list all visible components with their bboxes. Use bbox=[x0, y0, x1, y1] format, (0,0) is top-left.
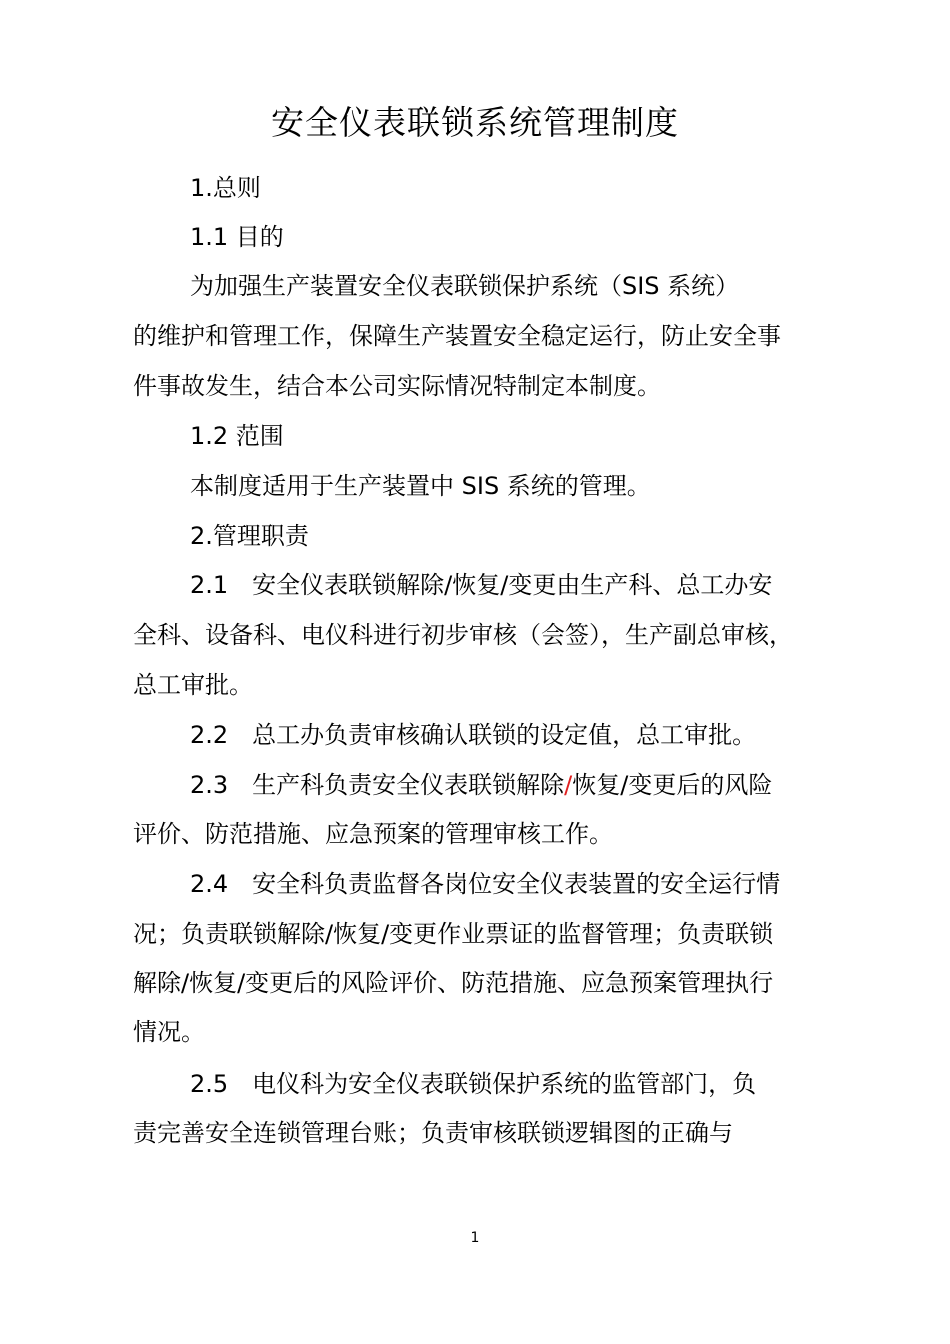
section-2-2-text: 总工办负责审核确认联锁的设定值，总工审批。 bbox=[252, 721, 757, 749]
section-2-3-text-a: 生产科负责安全仪表联锁解除 bbox=[252, 771, 565, 799]
section-1-2-body: 本制度适用于生产装置中 SIS 系统的管理。 bbox=[190, 472, 651, 500]
section-2-1-number: 2.1 bbox=[190, 571, 229, 599]
section-2-5-text: 电仪科为安全仪表联锁保护系统的监管部门，负 bbox=[252, 1070, 757, 1098]
document-title: 安全仪表联锁系统管理制度 bbox=[271, 103, 679, 142]
section-2-4-text: 安全科负责监督各岗位安全仪表装置的安全运行情 bbox=[252, 870, 781, 898]
section-2-4-line-1 bbox=[190, 866, 780, 902]
section-2-4-line-2: 况；负责联锁解除/恢复/变更作业票证的监督管理；负责联锁 bbox=[133, 920, 774, 948]
section-2-4-line-3: 解除/恢复/变更后的风险评价、防范措施、应急预案管理执行 bbox=[133, 969, 774, 997]
section-2-3-line-2: 评价、防范措施、应急预案的管理审核工作。 bbox=[133, 820, 613, 848]
section-2-4-line-4: 情况。 bbox=[133, 1018, 205, 1046]
section-1-heading: 1.总则 bbox=[190, 174, 261, 202]
section-1-1-body-line-3: 件事故发生，结合本公司实际情况特制定本制度。 bbox=[133, 372, 661, 400]
section-1-1-heading: 1.1 目的 bbox=[190, 223, 284, 251]
section-1-1-body-line-2: 的维护和管理工作，保障生产装置安全稳定运行，防止安全事 bbox=[133, 322, 781, 350]
section-2-3-red-slash: / bbox=[564, 771, 573, 799]
section-1-2-heading: 1.2 范围 bbox=[190, 422, 284, 450]
section-2-5-line-2: 责完善安全连锁管理台账；负责审核联锁逻辑图的正确与 bbox=[133, 1119, 733, 1147]
section-1-1-body-line-1: 为加强生产装置安全仪表联锁保护系统（SIS 系统） bbox=[190, 272, 740, 300]
section-2-1-line-3: 总工审批。 bbox=[133, 671, 253, 699]
section-2-2-number: 2.2 bbox=[190, 721, 229, 749]
section-2-2-line-1 bbox=[190, 717, 756, 753]
section-2-3-text-b: 恢复/变更后的风险 bbox=[572, 771, 773, 799]
section-2-3-number: 2.3 bbox=[190, 771, 229, 799]
section-2-heading: 2.管理职责 bbox=[190, 522, 309, 550]
section-2-4-number: 2.4 bbox=[190, 870, 229, 898]
section-2-3-line-1 bbox=[190, 767, 772, 803]
section-2-5-line-1 bbox=[190, 1066, 756, 1102]
section-2-1-line-2: 全科、设备科、电仪科进行初步审核（会签），生产副总审核， bbox=[133, 621, 793, 649]
section-2-5-number: 2.5 bbox=[190, 1070, 229, 1098]
section-2-1-text: 安全仪表联锁解除/恢复/变更由生产科、总工办安 bbox=[252, 571, 773, 599]
section-2-1-line-1 bbox=[190, 567, 772, 603]
page-number: 1 bbox=[470, 1230, 480, 1246]
